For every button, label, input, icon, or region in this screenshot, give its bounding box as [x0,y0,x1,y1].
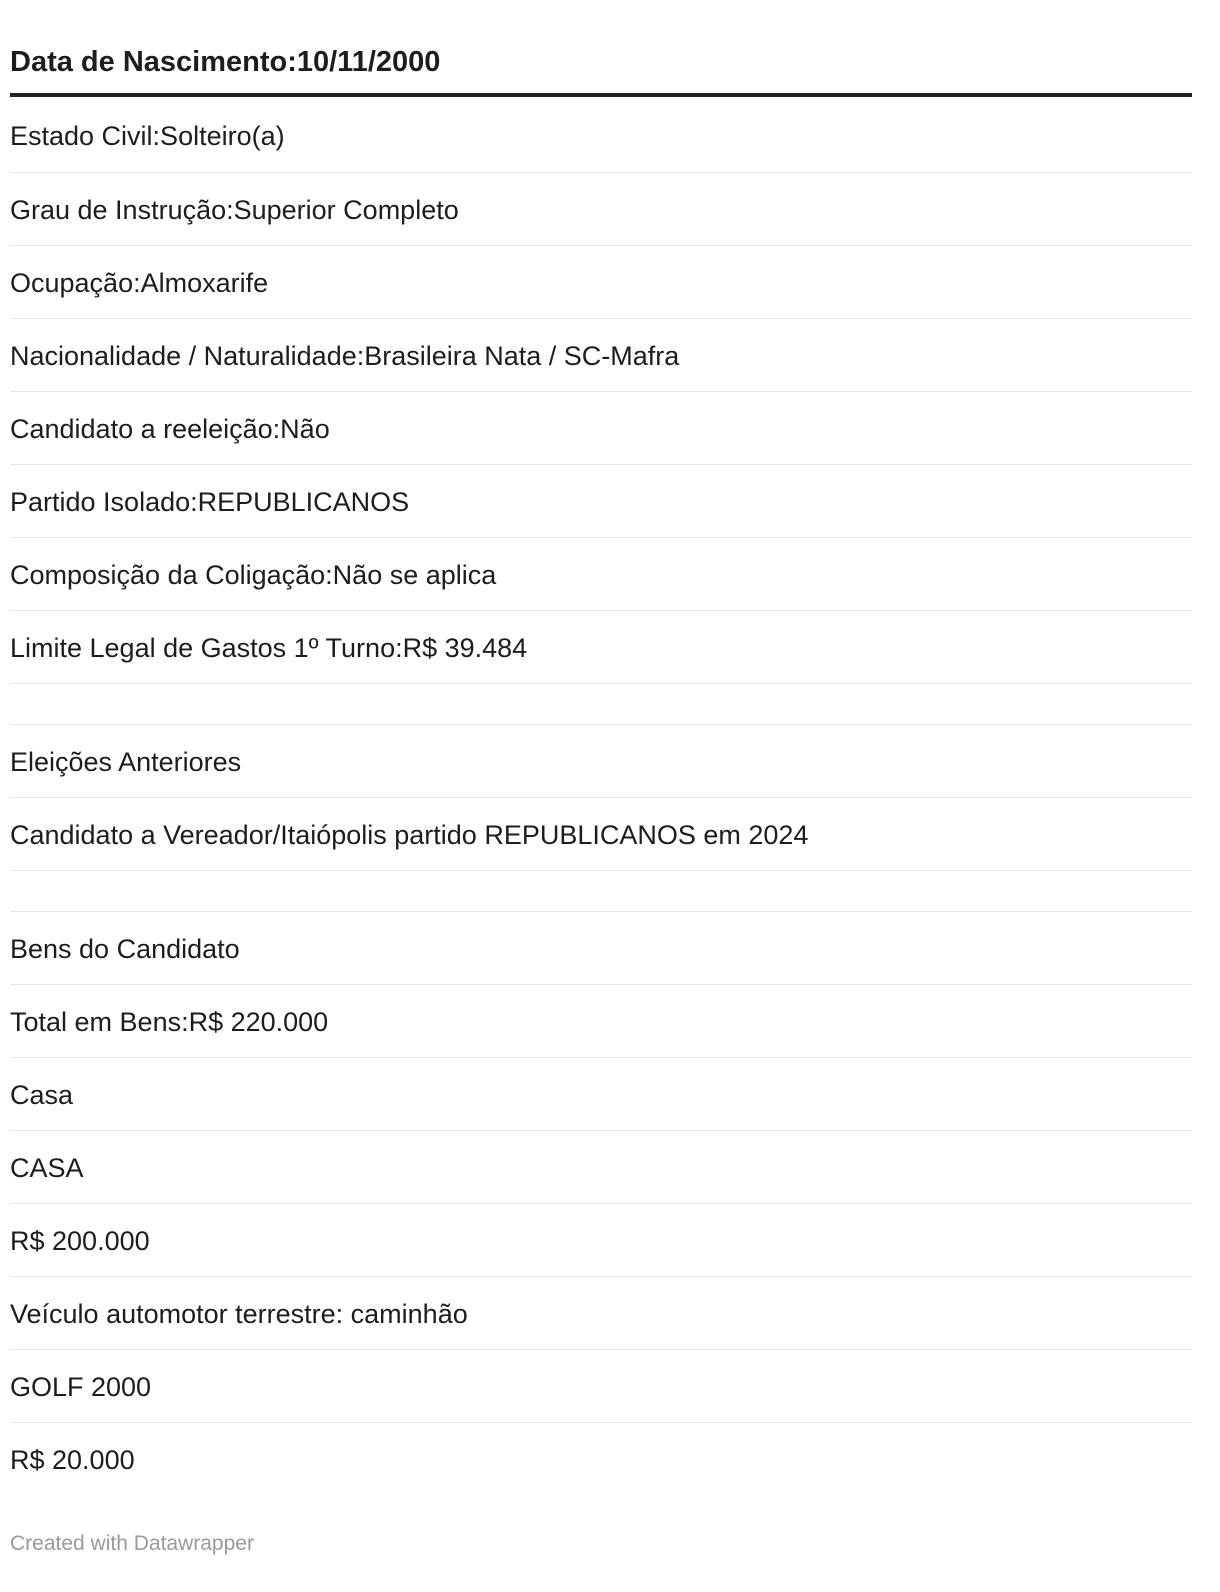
table-row-bem-descricao [10,1350,1192,1423]
table-cell: Estado Civil:Solteiro(a) [10,121,285,151]
table-row-limite-gastos [10,611,1192,684]
table-row-estado-civil [10,97,1192,173]
table-cell: Candidato a reeleição:Não [10,414,330,444]
table-header [10,0,1192,97]
table-cell: Limite Legal de Gastos 1º Turno:R$ 39.484 [10,633,528,663]
table-cell: Grau de Instrução:Superior Completo [10,195,459,225]
table-row-blank [10,684,1192,725]
table-row-bem-valor [10,1423,1192,1496]
table-row-coligacao [10,538,1192,611]
table-cell: Casa [10,1080,74,1110]
datawrapper-credit: Created with Datawrapper [10,1532,254,1555]
table-cell: Total em Bens:R$ 220.000 [10,1007,329,1037]
table-row-nacionalidade [10,319,1192,392]
table-cell: Veículo automotor terrestre: caminhão [10,1299,468,1329]
table-row-reeleicao [10,392,1192,465]
table-cell: Bens do Candidato [10,934,240,964]
table-cell: Eleições Anteriores [10,747,242,777]
table-row-ocupacao [10,246,1192,319]
table-row-bem-tipo [10,1277,1192,1350]
table-cell: Partido Isolado:REPUBLICANOS [10,487,410,517]
table-row-bem-descricao [10,1131,1192,1204]
table-cell: Candidato a Vereador/Itaiópolis partido REPUBLICANOS em 2024 [10,820,809,850]
table-row-candidatura-anterior [10,798,1192,871]
table-cell: CASA [10,1153,84,1183]
table-cell: Ocupação:Almoxarife [10,268,269,298]
table-row-blank [10,871,1192,912]
table-row-grau-instrucao [10,173,1192,246]
table-row-eleicoes-anteriores [10,725,1192,798]
table-row-partido [10,465,1192,538]
data-table [10,0,1192,1496]
table-row-total-bens [10,985,1192,1058]
header-cell: Data de Nascimento:10/11/2000 [10,46,441,78]
table-cell: GOLF 2000 [10,1372,152,1402]
table-row-bem-valor [10,1204,1192,1277]
table-row-bem-tipo [10,1058,1192,1131]
table-cell: R$ 20.000 [10,1445,135,1475]
table-cell: R$ 200.000 [10,1226,150,1256]
table-row-bens-candidato [10,912,1192,985]
table-cell: Nacionalidade / Naturalidade:Brasileira Nata / SC-Mafra [10,341,680,371]
table-cell: Composição da Coligação:Não se aplica [10,560,497,590]
